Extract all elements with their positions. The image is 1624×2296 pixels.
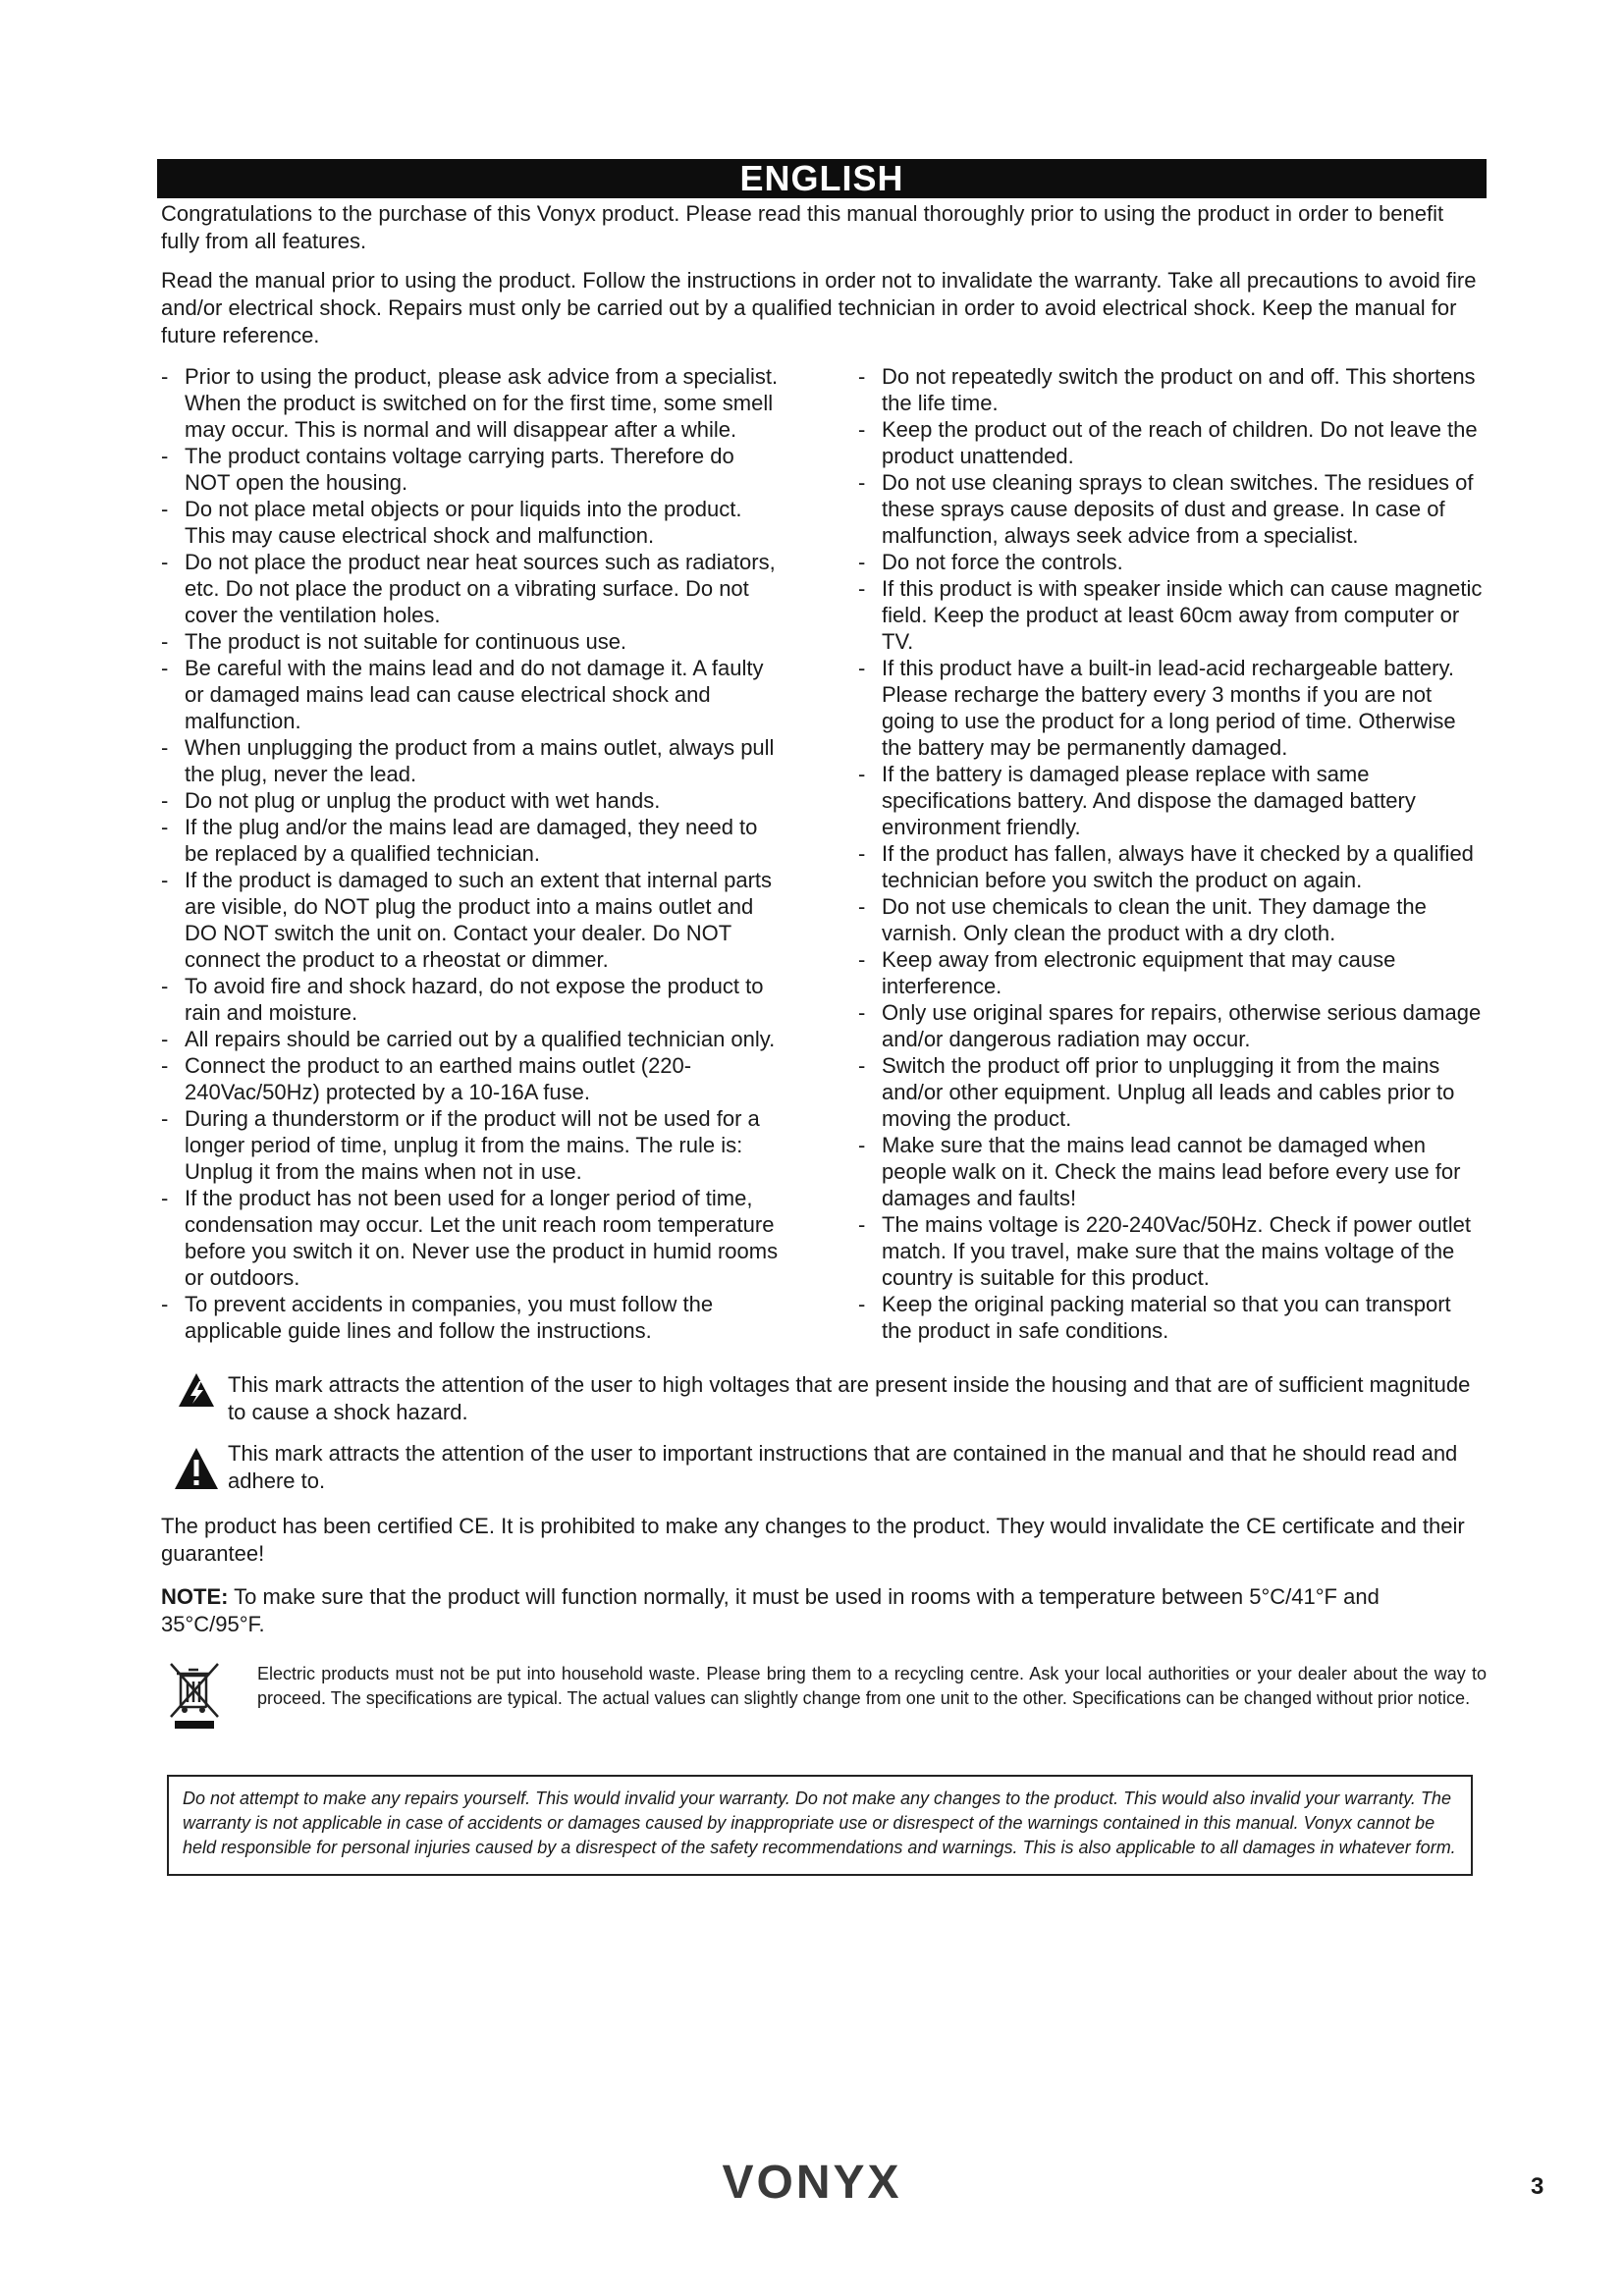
safety-list-item: - The product is not suitable for continuous use. (161, 628, 780, 655)
page-number: 3 (1531, 2173, 1544, 2200)
safety-list-item: - The product contains voltage carrying parts. Therefore do NOT open the housing. (161, 443, 780, 496)
safety-list-item: - Do not place metal objects or pour liquids into the product. This may cause electrical shock and malfunction. (161, 496, 780, 549)
safety-list-item: - Do not place the product near heat sources such as radiators, etc. Do not place the product on a vibrating surface. Do not cover the ventilation holes. (161, 549, 780, 628)
safety-list-item: - To avoid fire and shock hazard, do not expose the product to rain and moisture. (161, 973, 780, 1026)
safety-list-item: - Do not plug or unplug the product with wet hands. (161, 787, 780, 814)
safety-list-item: - Be careful with the mains lead and do not damage it. A faulty or damaged mains lead can cause electrical shock and malfunction. (161, 655, 780, 734)
safety-list-item: - Switch the product off prior to unplugging it from the mains and/or other equipment. Unplug all leads and cables prior to moving the product. (858, 1052, 1487, 1132)
warranty-disclaimer-box: Do not attempt to make any repairs yourself. This would invalid your warranty. Do not make any changes to the product. This would also invalid your warranty. The warranty is not applicable in case of accidents or damages caused by inappropriate use or disrespect of the warnings contained in this manual. Vonyx cannot be held responsible for personal injuries caused by a disrespect of the safety recommendations and warnings. This is also applicable to all damages in whatever form. (167, 1775, 1473, 1876)
safety-list-item: - Keep away from electronic equipment that may cause interference. (858, 946, 1487, 999)
safety-list-item: - If the battery is damaged please replace with same specifications battery. And dispose the damaged battery environment friendly. (858, 761, 1487, 840)
safety-list-item: - Prior to using the product, please ask advice from a specialist. When the product is switched on for the first time, some smell may occur. This is normal and will disappear after a while. (161, 363, 780, 443)
safety-list-item: - Connect the product to an earthed mains outlet (220-240Vac/50Hz) protected by a 10-16A fuse. (161, 1052, 780, 1105)
safety-column-right (858, 363, 1487, 1344)
vonyx-logo-text: VONYX (722, 2157, 902, 2209)
safety-list-item: - All repairs should be carried out by a qualified technician only. (161, 1026, 780, 1052)
safety-list-item: - Do not force the controls. (858, 549, 1487, 575)
safety-list-item: - If the plug and/or the mains lead are damaged, they need to be replaced by a qualified technician. (161, 814, 780, 867)
intro-paragraph-1: Congratulations to the purchase of this Vonyx product. Please read this manual thoroughly prior to using the product in order to benefit fully from all features. (161, 201, 1444, 253)
safety-column-left (161, 363, 780, 1344)
safety-list-item: - If this product have a built-in lead-acid rechargeable battery. Please recharge the battery every 3 months if you are not going to use the product for a long period of time. Otherwise the battery may be permanently damaged. (858, 655, 1487, 761)
section-title-banner: ENGLISH (157, 159, 1487, 198)
safety-list-item: - Do not use cleaning sprays to clean switches. The residues of these sprays cause deposits of dust and grease. In case of malfunction, always seek advice from a specialist. (858, 469, 1487, 549)
note-text: To make sure that the product will function normally, it must be used in rooms with a temperature between 5°C/41°F and 35°C/95°F. (161, 1584, 1380, 1636)
safety-list-item: - Do not repeatedly switch the product on and off. This shortens the life time. (858, 363, 1487, 416)
ce-certification-text: The product has been certified CE. It is prohibited to make any changes to the product. They would invalidate the CE certificate and their guarantee! (161, 1514, 1465, 1566)
weee-disposal-notice (167, 1660, 1487, 1737)
manual-page (157, 159, 1487, 1876)
intro-paragraph-2: Read the manual prior to using the product. Follow the instructions in order not to invalidate the warranty. Take all precautions to avoid fire and/or electrical shock. Repairs must only be carried out by a qualified technician in order to avoid electrical shock. Keep the manual for future reference. (161, 268, 1477, 347)
instructions-mark (165, 1440, 1487, 1495)
safety-list-item: - During a thunderstorm or if the product will not be used for a longer period of time, unplug it from the mains. The rule is: Unplug it from the mains when not in use. (161, 1105, 780, 1185)
safety-list-item: - If the product has fallen, always have it checked by a qualified technician before you switch the product on again. (858, 840, 1487, 893)
safety-list-item: - Keep the product out of the reach of children. Do not leave the product unattended. (858, 416, 1487, 469)
safety-list-right (858, 363, 1487, 1344)
temperature-note (161, 1583, 1487, 1638)
exclamation-warning-icon (165, 1440, 228, 1491)
high-voltage-mark-text: This mark attracts the attention of the user to high voltages that are present inside the housing and that are of sufficient magnitude to cause a shock hazard. (228, 1372, 1471, 1424)
safety-list-item: - The mains voltage is 220-240Vac/50Hz. Check if power outlet match. If you travel, make sure that the mains voltage of the country is suitable for this product. (858, 1211, 1487, 1291)
safety-list-item: - When unplugging the product from a mains outlet, always pull the plug, never the lead. (161, 734, 780, 787)
safety-list-item: - Make sure that the mains lead cannot be damaged when people walk on it. Check the mains lead before every use for damages and faults! (858, 1132, 1487, 1211)
high-voltage-warning-icon (165, 1371, 228, 1409)
safety-instructions (157, 363, 1487, 1344)
safety-list-item: - If the product is damaged to such an extent that internal parts are visible, do NOT plug the product into a mains outlet and DO NOT switch the unit on. Contact your dealer. Do NOT connect the product to a rheostat or dimmer. (161, 867, 780, 973)
safety-list-left (161, 363, 780, 1344)
safety-list-item: - If the product has not been used for a longer period of time, condensation may occur. Let the unit reach room temperature before you switch it on. Never use the product in humid rooms or outdoors. (161, 1185, 780, 1291)
instructions-mark-text: This mark attracts the attention of the user to important instructions that are contained in the manual and that he should read and adhere to. (228, 1441, 1458, 1493)
vonyx-logo (0, 2155, 1624, 2215)
safety-list-item: - Keep the original packing material so that you can transport the product in safe conditions. (858, 1291, 1487, 1344)
weee-disposal-text: Electric products must not be put into household waste. Please bring them to a recycling centre. Ask your local authorities or your dealer about the way to proceed. The specifications are typical. The actual values can slightly change from one unit to the other. Specifications can be changed without prior notice. (257, 1664, 1487, 1708)
safety-list-item: - Only use original spares for repairs, otherwise serious damage and/or dangerous radiation may occur. (858, 999, 1487, 1052)
safety-list-item: - If this product is with speaker inside which can cause magnetic field. Keep the product at least 60cm away from computer or TV. (858, 575, 1487, 655)
safety-list-item: - To prevent accidents in companies, you must follow the applicable guide lines and follow the instructions. (161, 1291, 780, 1344)
note-label: NOTE: (161, 1584, 229, 1609)
crossed-bin-icon (167, 1660, 257, 1737)
safety-list-item: - Do not use chemicals to clean the unit. They damage the varnish. Only clean the product with a dry cloth. (858, 893, 1487, 946)
vonyx-logo-mark (694, 2155, 930, 2210)
high-voltage-mark (165, 1371, 1487, 1426)
